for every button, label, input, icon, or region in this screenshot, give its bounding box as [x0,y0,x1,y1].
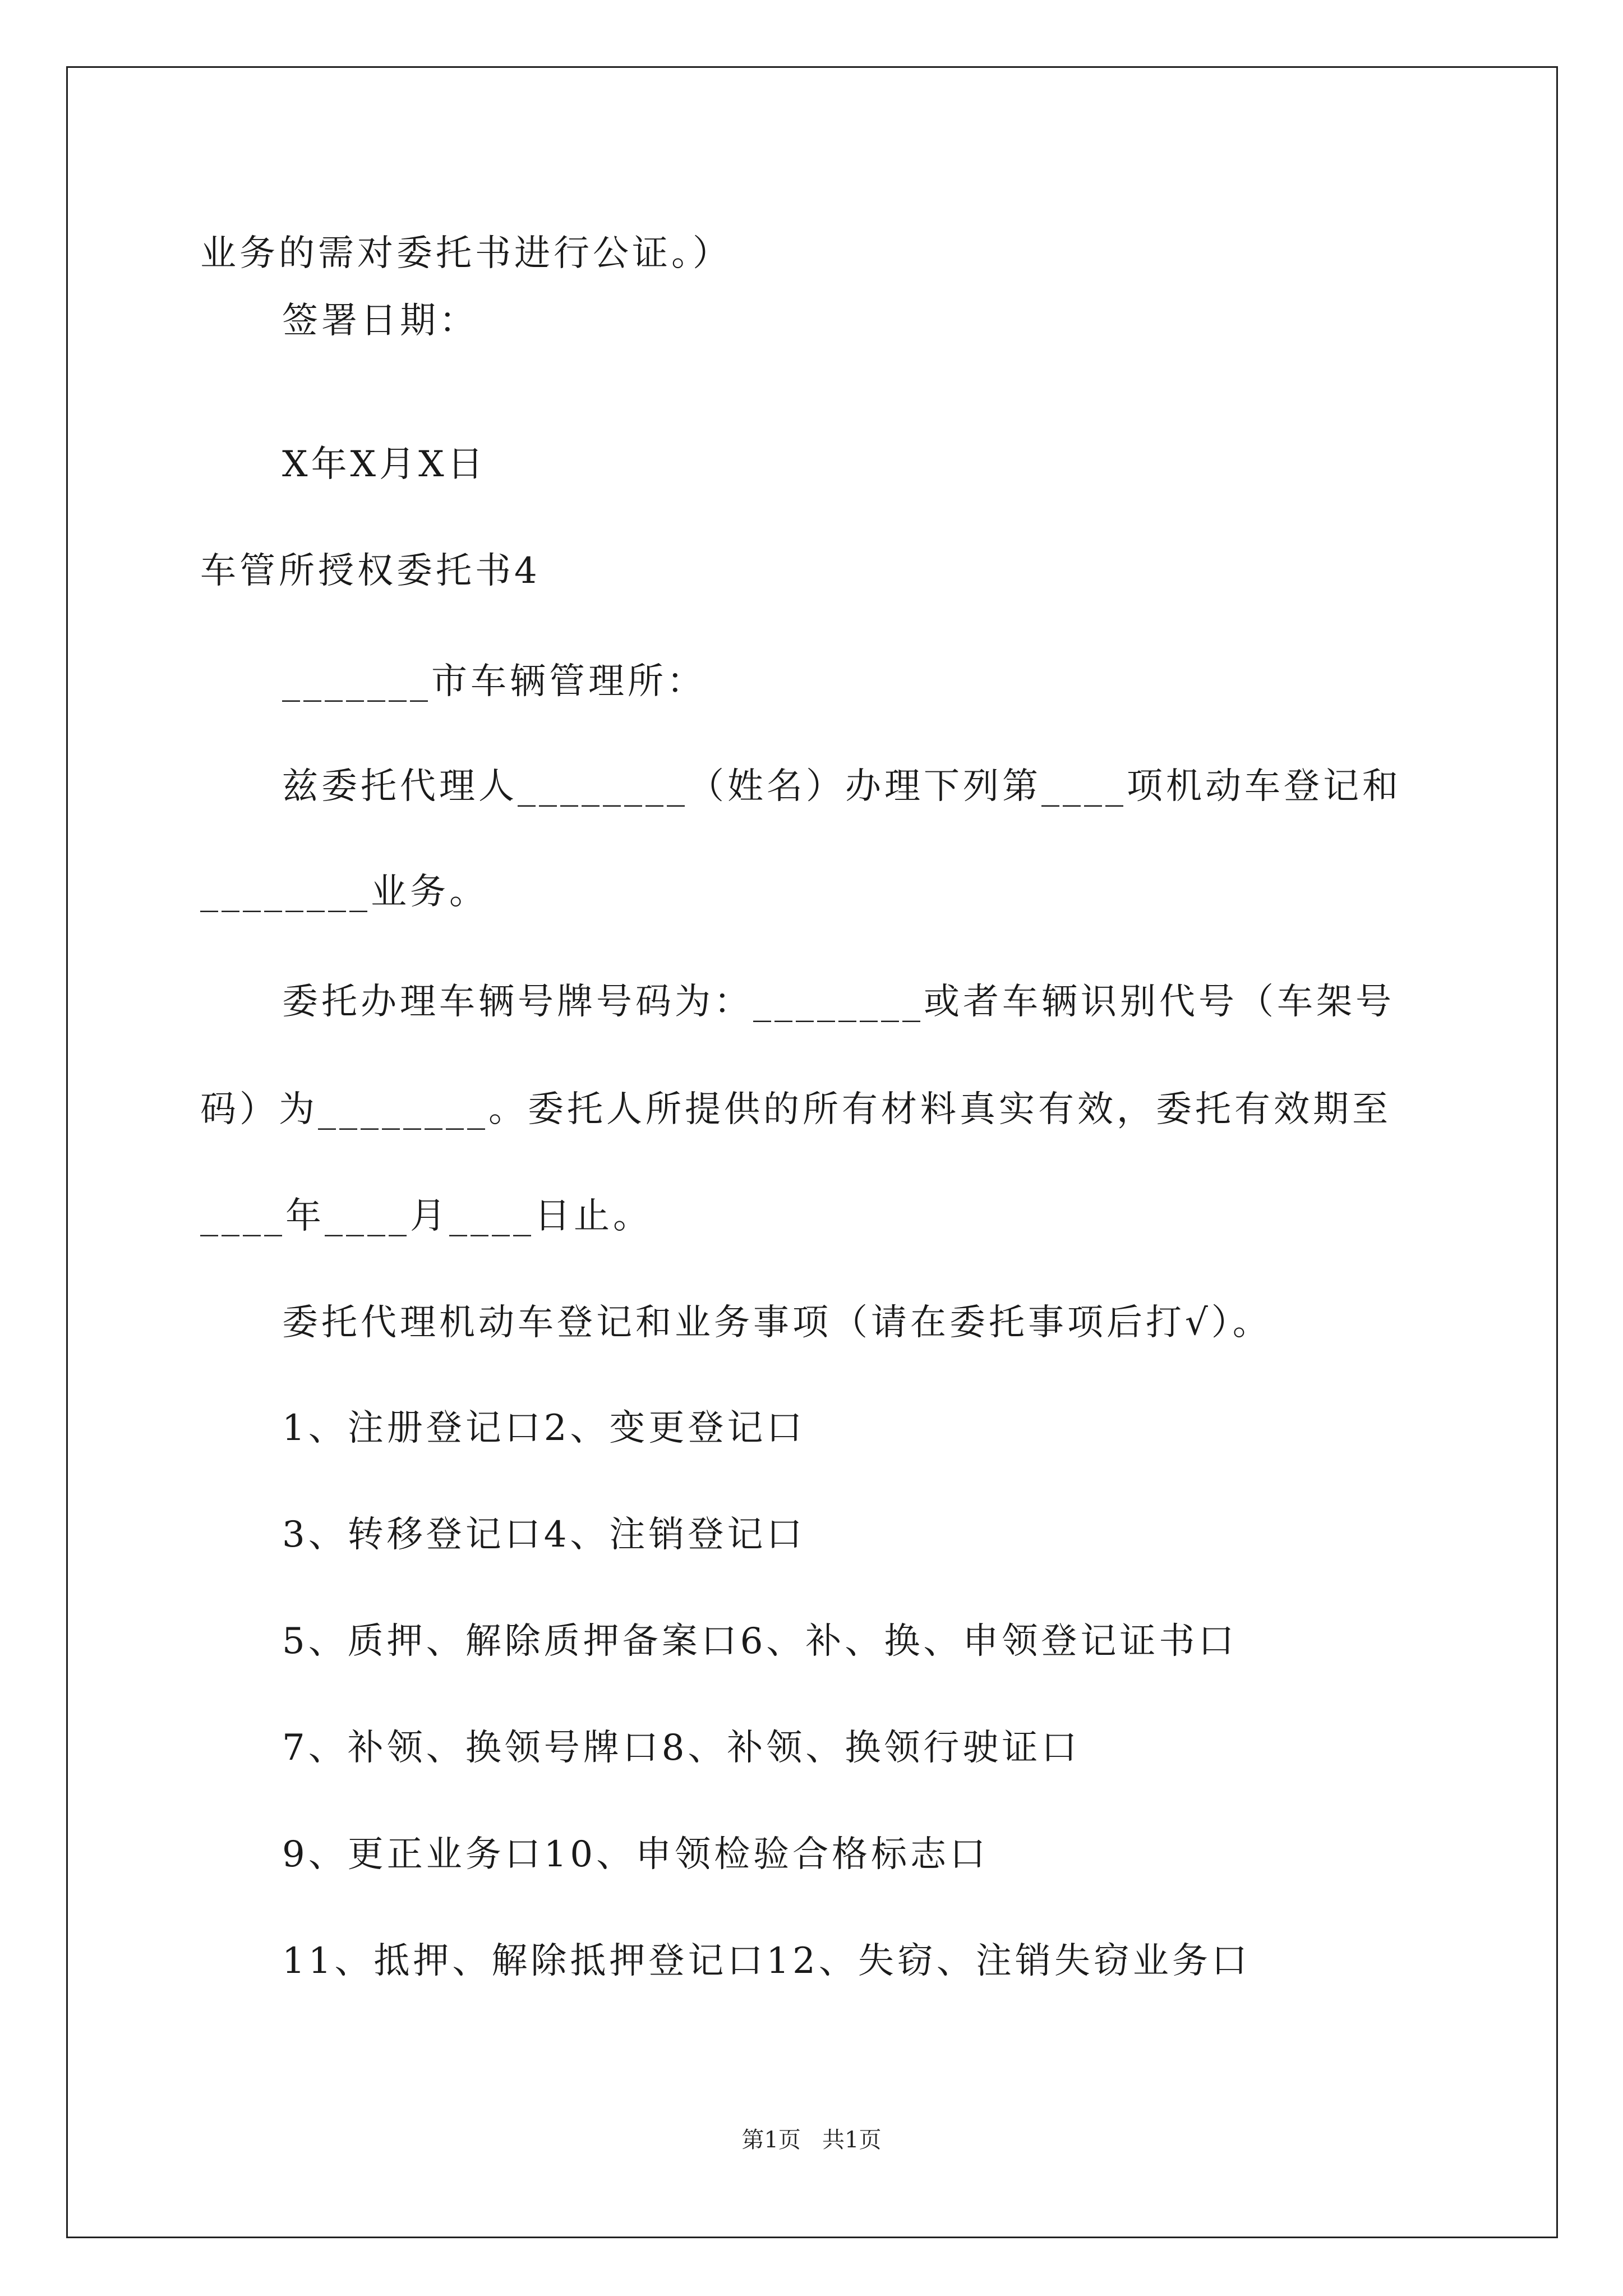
list-item: 5、质押、解除质押备案口6、补、换、申领登记证书口 [282,1621,1238,1662]
signing-date-value: X年X月X日 [282,444,487,485]
body-line-3: 委托办理车辆号牌号码为：________或者车辆识别代号（车架号 [282,981,1395,1023]
list-item: 7、补领、换领号牌口8、补领、换领行驶证口 [282,1727,1081,1769]
list-item: 11、抵押、解除抵押登记口12、失窃、注销失窃业务口 [282,1940,1251,1982]
signing-date-label: 签署日期： [282,300,478,342]
body-line-1: 兹委托代理人________（姓名）办理下列第____项机动车登记和 [282,766,1401,807]
page-number-footer: 第1页 共1页 [741,2127,882,2153]
list-item: 9、更正业务口10、申领检验合格标志口 [282,1834,989,1875]
page-border [66,66,1558,2238]
addressee-line: _______市车辆管理所： [282,661,706,702]
section-heading: 车管所授权委托书4 [200,550,541,592]
items-intro: 委托代理机动车登记和业务事项（请在委托事项后打√）。 [282,1302,1272,1343]
body-line-2: ________业务。 [200,871,488,913]
text-line-1: 业务的需对委托书进行公证。） [200,233,732,274]
list-item: 3、转移登记口4、注销登记口 [282,1514,806,1556]
list-item: 1、注册登记口2、变更登记口 [282,1407,806,1449]
body-line-4: 码）为________。委托人所提供的所有材料真实有效，委托有效期至 [200,1089,1391,1130]
body-line-5: ____年____月____日止。 [200,1195,652,1237]
